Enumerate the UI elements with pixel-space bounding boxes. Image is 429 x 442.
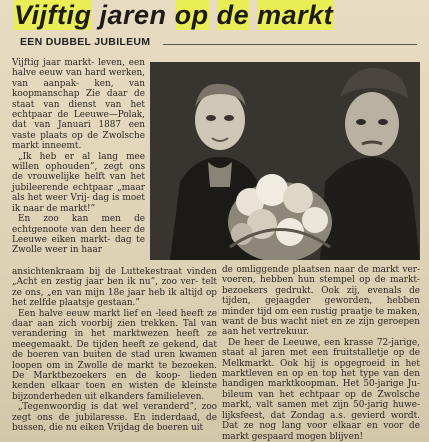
headline-word: jaren [99,0,167,30]
article-column-left [12,58,145,256]
paragraph: De heer de Leeuwe, een krasse 72-jarige, staat al jaren met een fruitstalletje op de Melkmarkt. Ook hij is opgegroeid in het marktleven en op en top het type van den handigen marktkoopman. Het 50-jarige Ju- bileum van het echtpaar op de Zwolsche markt, valt samen met zijn 50-jarig huwe- lijksfeest, dat Zondag a.s. gevierd wordt. Dat ze nog lang voor elkaar en voor de markt gespaard mogen blijven! [222,337,420,442]
paragraph: de omliggende plaatsen naar de markt ver- voeren, hebben hun stempel op de markt- bezoekers gedrukt. Ook zij, evenals de tijden, gejaagder geworden, hebben minder tijd om een rustig praatje te maken, want de bus wacht niet en ze zijn geroepen aan het vertrekuur. [222,265,420,338]
paragraph: En zoo kan men de echtgenoote van den heer de Leeuwe eiken markt- dag te Zwolle weer in haar [12,214,145,256]
headline-word: op [174,0,209,30]
article-column-bottom [12,267,217,434]
paragraph: Een halve eeuw markt lief en -leed heeft ze daar aan zich voorbij zien trekken. Tal van verandering in het marktwezen heeft ze meegemaakt. De tijden heeft ze gekend, dat de boeren van buiten de stad uren kwamen loopen om in Zwolle de markt te bezoeken. De Marktbezoekers en de koop- lieden kenden elkaar toen en wisten de kleinste bijzonderheden uit elkanders familieleven. [12,308,217,402]
paragraph: „Ik heb er al lang mee willen ophouden”, zegt ons de vrouwelijke helft van het jubileerende echtpaar „maar als het weer Vrij- dag is moet ik naar de markt!” [12,151,145,214]
photo-illustration [150,62,420,260]
photo-couple-with-flowers [150,62,420,260]
headline [14,0,414,30]
paragraph: ansichtenkraam bij de Luttekestraat vinden „Acht en zestig jaar ben ik nu”, zoo ver- telt ze ons, „en van mijn 18e jaar heb ik altijd op het zelfde plaatsje gestaan.” [12,267,217,309]
subheadline: EEN DUBBEL JUBILEUM [20,36,151,48]
subhead-rule [163,44,417,45]
headline-word: Vijftig [14,0,92,30]
headline-word: de [216,0,250,30]
paragraph: Vijftig jaar markt- leven, een halve eeuw van hard werken, van aanpak- ken, van koopmanschap Zie daar de staat van dienst van het echtpaar de Leeuwe—Polak, dat van Januari 1887 een vaste plaats op de Zwolsche markt inneemt. [12,58,145,152]
headline-word: markt [257,0,334,30]
article-column-right [222,265,420,442]
paragraph: „Tegenwoordig is dat wel veranderd”, zoo zegt ons de jubilaresse. En inderdaad, de bussen, die nu eiken Vrijdag de boeren uit [12,402,217,434]
